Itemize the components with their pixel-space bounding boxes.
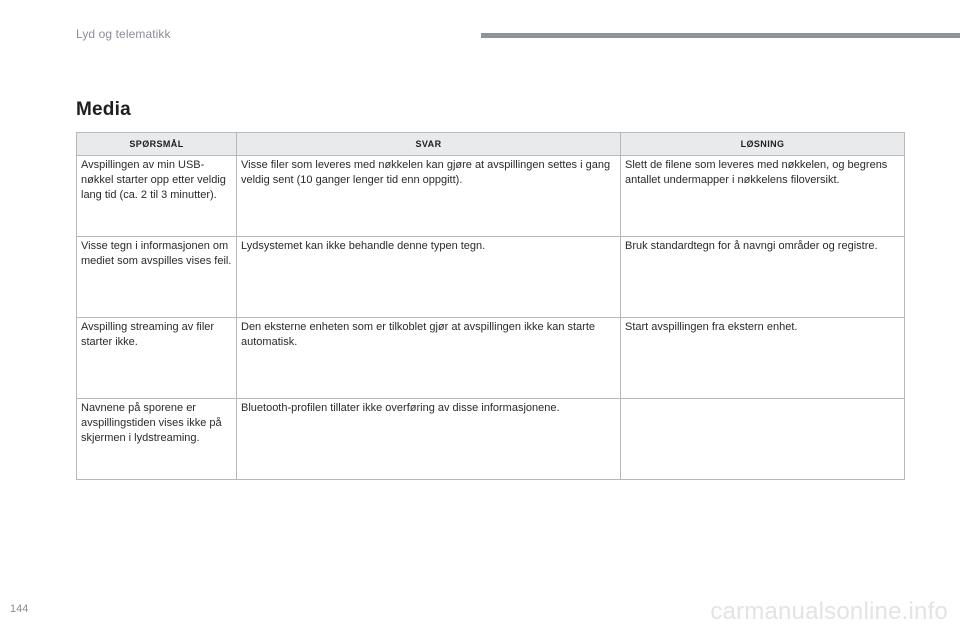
cell-question: Visse tegn i informasjonen om mediet som avspilles vises feil. <box>77 237 237 318</box>
page-title: Media <box>76 99 131 120</box>
cell-question: Avspillingen av min USB-nøkkel starter opp etter veldig lang tid (ca. 2 til 3 minutter). <box>77 156 237 237</box>
table-header-row <box>77 133 905 156</box>
cell-answer: Bluetooth-profilen tillater ikke overføring av disse informasjonene. <box>237 399 621 480</box>
cell-solution: Slett de filene som leveres med nøkkelen, og begrens antallet undermapper i nøkkelens filoversikt. <box>621 156 905 237</box>
cell-answer: Lydsystemet kan ikke behandle denne typen tegn. <box>237 237 621 318</box>
watermark-text: carmanualsonline.info <box>710 598 948 625</box>
column-header-answer: SVAR <box>237 133 621 156</box>
table-row <box>77 399 905 480</box>
cell-solution: Bruk standardtegn for å navngi områder og registre. <box>621 237 905 318</box>
table-row <box>77 318 905 399</box>
troubleshooting-table <box>76 132 905 480</box>
table-row <box>77 237 905 318</box>
cell-solution <box>621 399 905 480</box>
page-number: 144 <box>10 603 29 615</box>
header-section-title: Lyd og telematikk <box>76 27 171 41</box>
cell-answer: Den eksterne enheten som er tilkoblet gjør at avspillingen ikke kan starte automatisk. <box>237 318 621 399</box>
cell-question: Avspilling streaming av filer starter ikke. <box>77 318 237 399</box>
cell-answer: Visse filer som leveres med nøkkelen kan gjøre at avspillingen settes i gang veldig sent (10 ganger lenger tid enn oppgitt). <box>237 156 621 237</box>
cell-question: Navnene på sporene er avspillingstiden vises ikke på skjermen i lydstreaming. <box>77 399 237 480</box>
header-divider-bar <box>481 33 960 38</box>
column-header-solution: LØSNING <box>621 133 905 156</box>
table-row <box>77 156 905 237</box>
cell-solution: Start avspillingen fra ekstern enhet. <box>621 318 905 399</box>
column-header-question: SPØRSMÅL <box>77 133 237 156</box>
